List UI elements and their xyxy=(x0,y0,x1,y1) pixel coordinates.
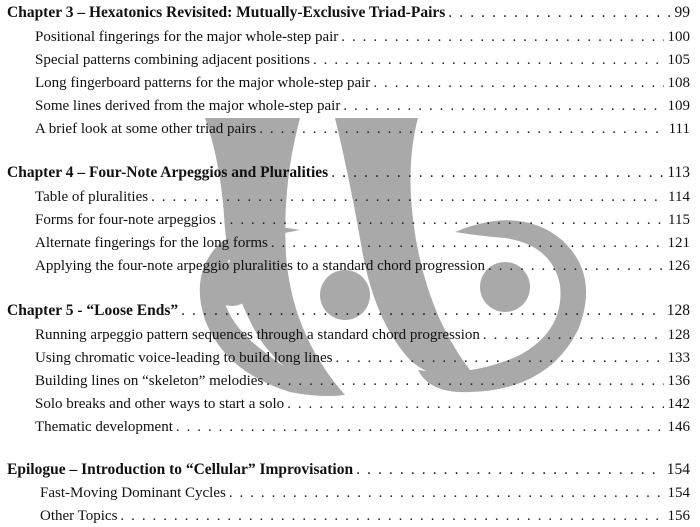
dot-leader xyxy=(120,505,663,527)
toc-chapter-title: Epilogue – Introduction to “Cellular” Improvisation xyxy=(7,461,354,478)
dot-leader xyxy=(488,255,664,277)
dot-leader xyxy=(341,26,663,48)
toc-entry[interactable] xyxy=(35,393,690,415)
dot-leader xyxy=(229,482,664,504)
toc-entry-title: Fast-Moving Dominant Cycles xyxy=(40,485,226,501)
toc-entry-title: A brief look at some other triad pairs xyxy=(35,121,257,137)
toc-page-number: 100 xyxy=(667,29,690,45)
toc-page-number: 105 xyxy=(667,52,690,68)
toc-entry-title: Running arpeggio pattern sequences through a standard chord progression xyxy=(35,327,480,343)
toc-chapter-3[interactable] xyxy=(7,2,690,24)
toc-entry-title: Special patterns combining adjacent positions xyxy=(35,52,310,68)
toc-entry-title: Building lines on “skeleton” melodies xyxy=(35,373,264,389)
toc-entry[interactable] xyxy=(35,370,690,392)
toc-page-number: 154 xyxy=(666,461,690,478)
dot-leader xyxy=(181,300,663,322)
toc-entry-title: Using chromatic voice-leading to build long lines xyxy=(35,350,333,366)
toc-entry[interactable] xyxy=(40,505,690,527)
toc-entry[interactable] xyxy=(35,118,690,140)
toc-entry-title: Some lines derived from the major whole-step pair xyxy=(35,98,341,114)
dot-leader xyxy=(151,186,664,208)
toc-page-number: 108 xyxy=(667,75,690,91)
dot-leader xyxy=(356,459,663,481)
toc-page-number: 113 xyxy=(667,164,690,181)
toc-entry[interactable] xyxy=(35,416,690,438)
toc-entry-title: Other Topics xyxy=(40,508,118,524)
toc-page-number: 136 xyxy=(667,373,690,389)
toc-entry-title: Forms for four-note arpeggios xyxy=(35,212,216,228)
toc-entry[interactable] xyxy=(35,209,690,231)
toc-page-number: 142 xyxy=(667,396,690,412)
dot-leader xyxy=(448,2,670,24)
dot-leader xyxy=(271,232,664,254)
toc-page-number: 99 xyxy=(674,4,690,21)
dot-leader xyxy=(343,95,663,117)
toc-entry-title: Positional fingerings for the major whole-step pair xyxy=(35,29,339,45)
toc-page-number: 128 xyxy=(667,327,690,343)
toc-chapter-title: Chapter 3 – Hexatonics Revisited: Mutually-Exclusive Triad-Pairs xyxy=(7,4,446,21)
toc-chapter-title: Chapter 5 - “Loose Ends” xyxy=(7,302,179,319)
toc-page-number: 109 xyxy=(667,98,690,114)
dot-leader xyxy=(266,370,663,392)
dot-leader xyxy=(483,324,664,346)
dot-leader xyxy=(331,162,663,184)
toc-page-number: 154 xyxy=(667,485,690,501)
toc-entry-title: Long fingerboard patterns for the major whole-step pair xyxy=(35,75,371,91)
toc-entry-title: Solo breaks and other ways to start a solo xyxy=(35,396,285,412)
toc-entry-title: Table of pluralities xyxy=(35,189,149,205)
toc-entry[interactable] xyxy=(40,482,690,504)
toc-entry-title: Thematic development xyxy=(35,419,173,435)
toc-page-number: 146 xyxy=(667,419,690,435)
toc-entry[interactable] xyxy=(35,95,690,117)
toc-page-number: 115 xyxy=(668,212,690,228)
toc-chapter-5[interactable] xyxy=(7,300,690,322)
toc-page-number: 128 xyxy=(666,302,690,319)
toc-entry[interactable] xyxy=(35,347,690,369)
toc-entry[interactable] xyxy=(35,324,690,346)
dot-leader xyxy=(259,118,664,140)
toc-entry[interactable] xyxy=(35,232,690,254)
toc-chapter-title: Chapter 4 – Four-Note Arpeggios and Pluralities xyxy=(7,164,329,181)
toc-page-number: 114 xyxy=(668,189,690,205)
toc-entry-title: Alternate fingerings for the long forms xyxy=(35,235,268,251)
toc-page-number: 133 xyxy=(667,350,690,366)
toc-entry[interactable] xyxy=(35,49,690,71)
toc-entry[interactable] xyxy=(35,72,690,94)
toc-page-number: 156 xyxy=(667,508,690,524)
toc-epilogue[interactable] xyxy=(7,459,690,481)
dot-leader xyxy=(373,72,663,94)
toc-page-number: 126 xyxy=(667,258,690,274)
dot-leader xyxy=(219,209,664,231)
toc-page-number: 121 xyxy=(667,235,690,251)
toc-entry-title: Applying the four-note arpeggio pluralities to a standard chord progression xyxy=(35,258,485,274)
toc-page-number: 111 xyxy=(668,121,690,137)
toc-chapter-4[interactable] xyxy=(7,162,690,184)
toc-entry[interactable] xyxy=(35,26,690,48)
toc-entry[interactable] xyxy=(35,186,690,208)
dot-leader xyxy=(287,393,663,415)
dot-leader xyxy=(176,416,664,438)
dot-leader xyxy=(313,49,664,71)
toc-entry[interactable] xyxy=(35,255,690,277)
dot-leader xyxy=(335,347,663,369)
